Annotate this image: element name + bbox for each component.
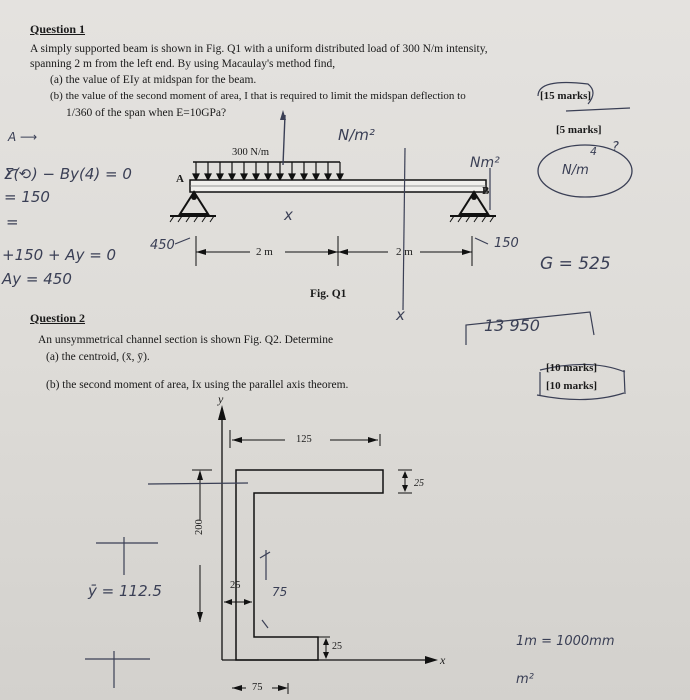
question-2-heading: Question 2 xyxy=(30,311,86,325)
handwritten-note: 75 xyxy=(272,585,288,599)
handwritten-note: 1m = 1000mm xyxy=(516,634,615,649)
handwritten-note: 13 950 xyxy=(484,316,540,335)
q1-marks-a: [15 marks] xyxy=(540,90,592,102)
q2-marks-b: [10 marks] xyxy=(546,380,598,392)
handwritten-note: Σ(⟲) − By(4) = 0 xyxy=(4,165,132,183)
handwritten-note: ȳ = 112.5 xyxy=(88,582,162,600)
handwritten-note: 150 xyxy=(494,236,519,251)
handwritten-note: A ⟶ xyxy=(8,130,38,144)
fig2-dim-bottom: 75 xyxy=(252,682,263,693)
q1-line2: spanning 2 m from the left end. By using Macaulay's method find, xyxy=(30,58,336,70)
question-1-heading: Question 1 xyxy=(30,22,86,36)
fig1-dim-right: 2 m xyxy=(396,246,413,258)
q2-marks-a: [10 marks] xyxy=(546,362,598,374)
fig2-axis-x: x xyxy=(440,653,446,667)
fig1-load-label: 300 N/m xyxy=(232,147,270,158)
handwritten-note: x xyxy=(396,306,405,324)
handwritten-note: N/m xyxy=(562,163,589,178)
handwritten-note: +150 + Ay = 0 xyxy=(2,246,117,264)
fig2-dim-web: 25 xyxy=(230,580,241,591)
q2-part-b: (b) the second moment of area, Ix using the parallel axis theorem. xyxy=(46,379,349,391)
handwritten-note: Nm² xyxy=(470,155,500,171)
fig1-caption: Fig. Q1 xyxy=(310,288,347,300)
fig2-dim-flange-bottom: 25 xyxy=(332,641,342,652)
handwritten-note: G = 525 xyxy=(540,254,611,274)
q1-line1: A simply supported beam is shown in Fig. Q1 with a uniform distributed load of 300 N/m intensity, xyxy=(30,43,488,55)
fig2-dim-flange-top: 25 xyxy=(414,478,424,489)
fig1-label-a: A xyxy=(176,173,184,185)
handwritten-note: ? xyxy=(612,140,619,155)
fig1-dim-left: 2 m xyxy=(256,246,273,258)
q1-part-a: (a) the value of EIy at midspan for the beam. xyxy=(50,74,257,86)
fig1-label-b: B xyxy=(482,185,490,197)
q1-part-b-line2: 1/360 of the span when E=10GPa? xyxy=(66,107,227,119)
fig2-dim-height: 200 xyxy=(194,519,205,535)
handwritten-note: x xyxy=(284,206,293,224)
handwritten-note: N/m² xyxy=(338,126,375,144)
fig2-dim-top: 125 xyxy=(296,434,312,445)
q1-part-b: (b) the value of the second moment of area, I that is required to limit the midspan deflection to xyxy=(50,90,466,102)
q1-marks-b: [5 marks] xyxy=(556,124,602,136)
fig2-axis-y: y xyxy=(218,392,224,406)
handwritten-note: = 150 xyxy=(4,188,50,206)
handwritten-note: 4 xyxy=(590,145,597,158)
q2-part-a: (a) the centroid, (x̄, ȳ). xyxy=(46,351,150,363)
handwritten-note: 450 xyxy=(150,238,175,253)
q2-line1: An unsymmetrical channel section is shown Fig. Q2. Determine xyxy=(38,334,334,346)
handwritten-note: Ay = 450 xyxy=(2,270,72,288)
handwritten-note: = xyxy=(6,213,19,231)
handwritten-note: m² xyxy=(516,672,534,687)
